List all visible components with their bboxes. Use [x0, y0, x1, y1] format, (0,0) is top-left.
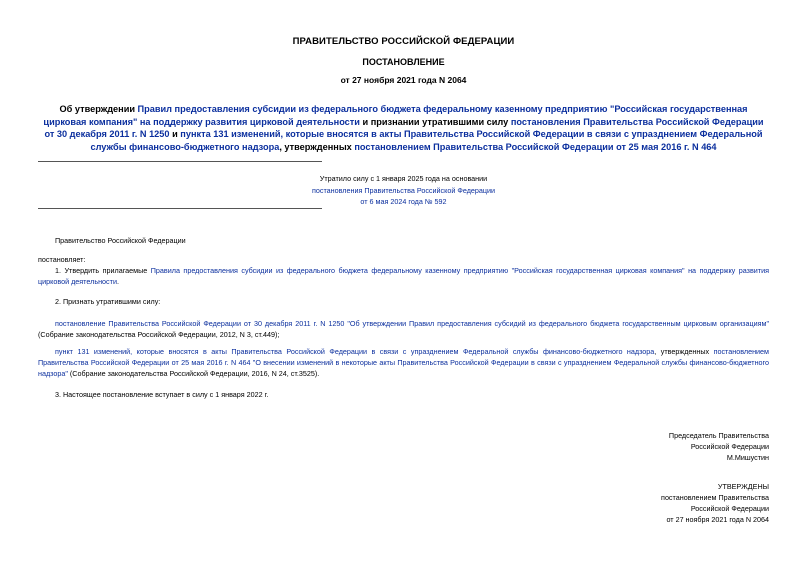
- item-2b-item-link[interactable]: пункт 131 изменений, которые вносятся в акты Правительства Российской Федерации в связи с упразднением Федеральной службы финансово-бюджетного надзора: [55, 347, 655, 356]
- title-link-rules[interactable]: Правил предоставления субсидии из федерального бюджета федеральному казенному предприятию "Российская государственная цирковая компания" на поддержку развития цирковой деятельности: [43, 104, 748, 127]
- title-text-1: Об утверждении: [59, 104, 138, 114]
- body-intro: Правительство Российской Федерации: [55, 236, 186, 245]
- approved-line-4: от 27 ноября 2021 года N 2064: [666, 515, 769, 524]
- signature-position: Председатель Правительства: [668, 431, 769, 440]
- divider-top: [38, 161, 322, 162]
- approved-line-3: Российской Федерации: [690, 504, 769, 513]
- title-link-decree-464[interactable]: постановлением Правительства Российской Федерации от 25 мая 2016 г. N 464: [354, 141, 717, 152]
- repeal-notice-link-2[interactable]: от 6 мая 2024 года № 592: [360, 197, 447, 206]
- government-heading: ПРАВИТЕЛЬСТВО РОССИЙСКОЙ ФЕДЕРАЦИИ: [292, 36, 515, 47]
- signature-block: [669, 430, 769, 463]
- item-2b: [38, 346, 769, 379]
- title-text-2: и признании утратившими силу: [359, 116, 511, 127]
- document-title: [38, 103, 769, 153]
- item-1-suffix: .: [116, 277, 119, 286]
- title-text-4: , утвержденных: [279, 141, 355, 152]
- title-link-decree-1250[interactable]: постановления Правительства Российской Федерации от 30 декабря 2011 г. N 1250: [44, 116, 764, 139]
- item-2b-mid: , утвержденных: [654, 347, 714, 356]
- repeal-notice-link-1[interactable]: постановления Правительства Российской Федерации: [311, 185, 496, 195]
- item-2a: [38, 318, 769, 340]
- signature-position-2: Российской Федерации: [690, 442, 769, 451]
- signature-name: М.Мишустин: [726, 453, 769, 462]
- item-1-prefix: 1. Утвердить прилагаемые: [55, 266, 151, 275]
- item-2a-decree-link[interactable]: постановление Правительства Российской Федерации от 30 декабря 2011 г. N 1250 "Об утверждении Правил предоставления субсидий из федерального бюджета государственным цирковым организациям": [55, 319, 769, 328]
- document-date-number: от 27 ноября 2021 года N 2064: [340, 75, 467, 85]
- item-1: [38, 265, 769, 287]
- item-2b-decree-link[interactable]: постановлением Правительства Российской Федерации от 25 мая 2016 г. N 464 "О внесении изменений в некоторые акты Правительства Российской Федерации в связи с упразднением Федеральной службы финансово-бюджетного надзора": [38, 347, 769, 378]
- item-2b-suffix: (Собрание законодательства Российской Федерации, 2016, N 24, ст.3525).: [67, 369, 320, 378]
- title-text-3: и: [169, 129, 181, 139]
- approval-stamp: [661, 481, 769, 525]
- item-1-rules-link[interactable]: Правила предоставления субсидии из федерального бюджета федеральному казенному предприятию "Российская государственная цирковая компания" на поддержку развития цирковой деятельности: [38, 266, 769, 286]
- repeal-notice-text: Утратило силу с 1 января 2025 года на основании: [319, 174, 488, 183]
- repeal-notice: [0, 173, 807, 208]
- document-type-heading: ПОСТАНОВЛЕНИЕ: [362, 57, 445, 67]
- item-2a-suffix: (Собрание законодательства Российской Федерации, 2012, N 3, ст.449);: [38, 330, 280, 339]
- approved-line-2: постановлением Правительства: [661, 493, 769, 502]
- item-3: 3. Настоящее постановление вступает в силу с 1 января 2022 г.: [55, 390, 269, 399]
- body-decrees: постановляет:: [38, 255, 86, 264]
- item-2: 2. Признать утратившими силу:: [55, 297, 161, 306]
- title-link-item-131[interactable]: пункта 131 изменений, которые вносятся в акты Правительства Российской Федерации в связи с упразднением Федеральной службы финансово-бюджетного надзора: [90, 129, 763, 152]
- approved-label: УТВЕРЖДЕНЫ: [717, 482, 769, 491]
- divider-bottom: [38, 208, 322, 209]
